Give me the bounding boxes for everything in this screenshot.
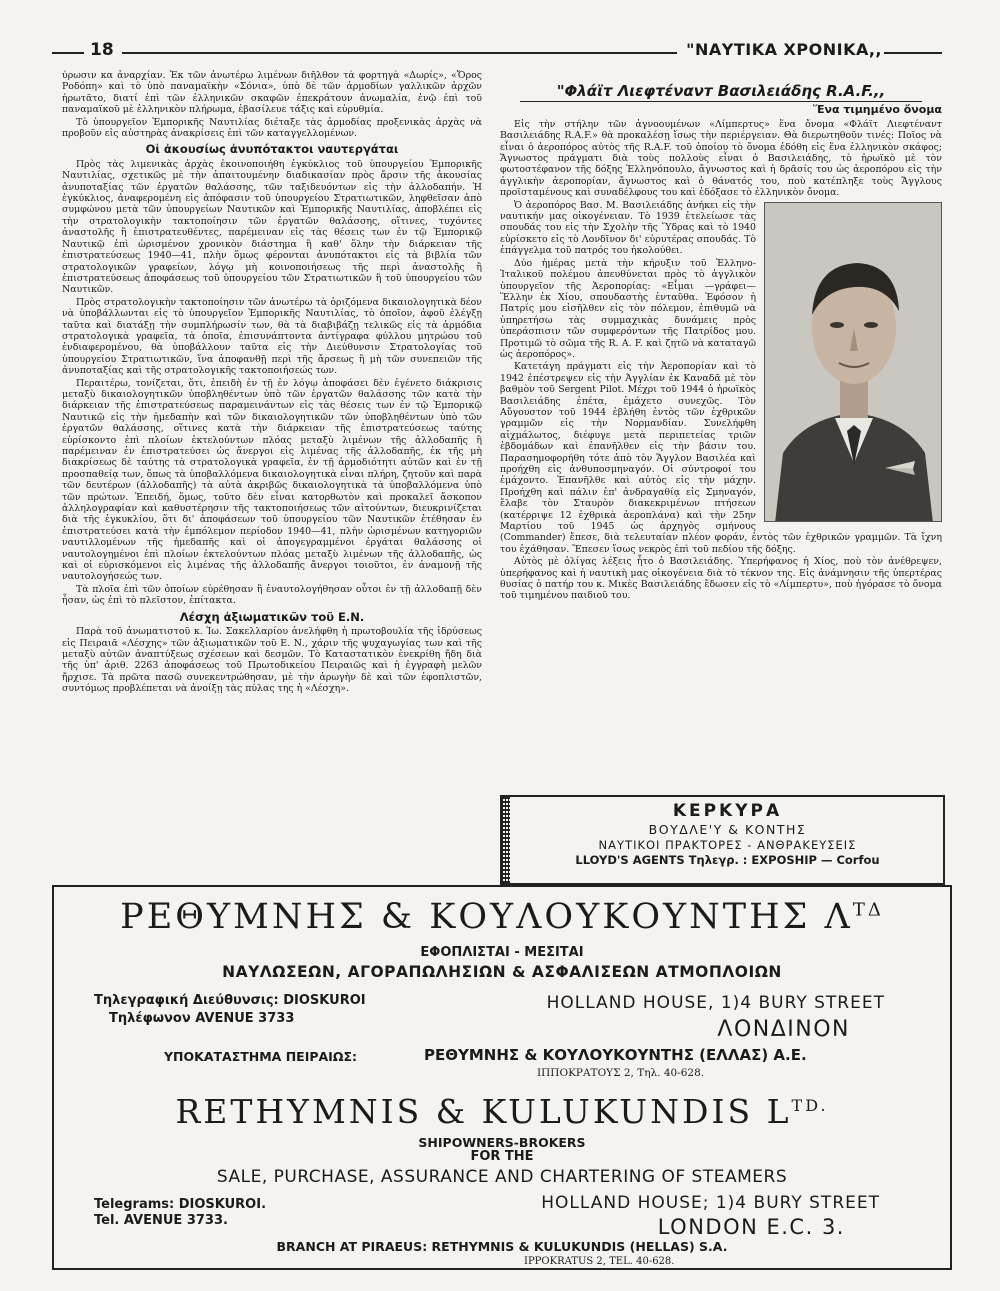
greek-telegraph: Τηλεγραφική Διεύθυνσις: DIOSKUROI <box>94 993 366 1008</box>
header-rule-left <box>52 52 84 54</box>
english-telegrams: Telegrams: DIOSKUROI. <box>94 1197 267 1212</box>
english-branch: BRANCH AT PIRAEUS: RETHYMNIS & KULUKUNDIS (HELLAS) S.A. <box>276 1239 728 1254</box>
english-address: HOLLAND HOUSE; 1)4 BURY STREET <box>541 1193 880 1213</box>
article-paragraph: Κατετάγη πράγματι εἰς τὴν Ἀεροπορίαν καὶ τὸ 1942 ἐπέστρεψεν εἰς τὴν Ἀγγλίαν ἐκ Καναδᾶ μὲ τὸν βαθμὸν τοῦ Sergent Pilot. Μέχρι τοῦ 1944 ὁ ἡρωϊκὸς Βασιλειάδης ἐπέτα, ἐμάχετο συνεχῶς. Τὸν Αὔγουστον τοῦ 1944 ἐβλήθη ἐντὸς τῶν ἐχθρικῶν γραμμῶν εἰς τὴν Νορμανδίαν. Συνελήφθη αἰχμάλωτος, διέφυγε μετὰ περιπετείας τριῶν ἑβδομάδων καὶ ἐπανῆλθεν εἰς τὴν βάσιν του. Παρασημοφορήθη τότε ἀπὸ τὸν Ἄγγλον Βασιλέα καὶ προήχθη εἰς ἀνθυποσμηναγόν. Οἱ σύντροφοί του ἐμάχοντο. Ἐπανῆλθε καὶ αὐτὸς εἰς τὴν μάχην. Προήχθη καὶ πάλιν ἐπ' ἀνδραγαθίᾳ εἰς Σμηναγόν, ἔλαβε τὸν Σταυρὸν διακεκριμένων πτήσεων (κατέρριψε 12 ἐχθρικὰ ἀεροπλάνα) καὶ τὴν 25ην Μαρτίου τοῦ 1945 ὡς ἀρχηγὸς σμήνους (Commander) ἔπεσε, διὰ τελευταίαν πλέον φοράν, ἐντὸς τῶν ἐχθρικῶν γραμμῶν. Τὰ ἴχνη του ἐχάθησαν. Ἔπεσεν ἴσως νεκρὸς ἐπὶ τοῦ πεδίου τῆς δόξης. <box>500 361 942 555</box>
article-title-rule <box>520 101 922 102</box>
section-paragraph: Πρὸς στρατολογικὴν τακτοποίησιν τῶν ἀνωτέρω τὰ ὁριζόμενα δικαιολογητικὰ δέον νὰ ὑποβάλλωνται εἰς τὸ ὑπουργεῖον Ἐμπορικῆς Ναυτιλίας, τὸ ὁποῖον, ἀφοῦ ἐλέγξῃ ταῦτα καὶ διατάξῃ τὴν συμπλήρωσίν των, θὰ τὰ διαβιβάζῃ τελικῶς εἰς τὰ ἁρμόδια στρατολογικὰ γραφεῖα, τὰ ὁποῖα, ἐπισυνάπτοντα ἀντίγραφα φύλλου μητρώου τοῦ ἐνδιαφερομένου, θὰ ὑποβάλλουν ταῦτα εἰς τὴν Διεύθυνσιν Στρατολογίας τοῦ ὑπουργείου Στρατιωτικῶν, ἵνα ἀποφανθῇ περὶ τῆς ἄρσεως ἢ μὴ τῶν συνεπειῶν τῆς ἀνυποταξίας καὶ τῆς στρατολογικῆς τακτοποιήσεώς των. <box>62 296 482 377</box>
article-paragraph: Ὁ ἀεροπόρος Βασ. Μ. Βασιλειάδης ἀνήκει εἰς τὴν ναυτικήν μας οἰκογένειαν. Τὸ 1939 ἐτελείωσε τὰς σπουδάς του εἰς τὴν Σχολὴν τῆς Ὕδρας καὶ τὸ 1940 εὑρίσκετο εἰς τὸ Λονδῖνον δι' εὐρυτέρας σπουδάς. Τὸ ἐπάγγελμα τοῦ πατρός του ἠκολούθει. <box>500 199 756 257</box>
english-company-name <box>54 1092 950 1131</box>
kerkyra-name: ΚΕΡΚΥΡΑ <box>672 801 783 821</box>
section-paragraph: Πρὸς τὰς λιμενικὰς ἀρχὰς ἐκοινοποιήθη ἐγκύκλιος τοῦ ὑπουργείου Ἐμπορικῆς Ναυτιλίας, σχετικῶς μὲ τὴν ἀπαιτουμένην διαδικασίαν πρὸς ἄρσιν τῆς ἀκουσίας ἀνυποταξίας τῶν ἐργατῶν θαλάσσης, τῶν ταξιδευόντων εἰς τὴν ἀλλοδαπήν. Ἡ ἐγκύκλιος, ἀναφερομένη εἰς ἀπόφασιν τοῦ ὑπουργείου Στρατιωτικῶν, ληφθεῖσαν ἀπὸ συμφώνου μετὰ τῶν ὑπουργείων Ναυτικῶν καὶ Ἐμπορικῆς Ναυτιλίας, ἀποβλέπει εἰς τὴν στρατολογικὴν τακτοποίησιν τῶν ἐργατῶν θαλάσσης, οἵτινες, τυχόντες ἀναστολῆς ἢ ἐπιστρατευθέντες, παρέμειναν εἰς τὰς θέσεις των ἐν τῷ Ἐμπορικῷ Ναυτικῷ ἐπὶ ὡρισμένον χρονικὸν διάστημα ἢ καθ' ὅλην τὴν διάρκειαν τῆς ἐπιστρατεύσεως 1940—41, πλὴν ὅμως φέρονται ἀνυπότακτοι εἰς τὰ βιβλία τῶν στρατολογικῶν γραφείων, λόγῳ μὴ κοινοποιήσεως τῆς περὶ ἀναστολῆς ἢ ἐπιστρατεύσεως ἀποφάσεως τοῦ ὑπουργείου τῶν Στρατιωτικῶν ἢ τοῦ ὑπουργείου τῶν Ναυτικῶν. <box>62 158 482 296</box>
left-column <box>62 70 482 810</box>
english-subtitle-2: FOR THE <box>470 1149 534 1164</box>
greek-subtitle-1: ΕΦΟΠΛΙΣΤΑΙ - ΜΕΣΙΤΑΙ <box>420 945 584 960</box>
greek-branch-address: ΙΠΠΟΚΡΑΤΟΥΣ 2, Τηλ. 40-628. <box>537 1067 705 1079</box>
kerkyra-lloyds: LLOYD'S AGENTS Τηλεγρ. : EXPOSHIP — Corfou <box>575 853 880 867</box>
english-company-name-sup: TD. <box>791 1096 829 1115</box>
portrait-photo-frame <box>764 202 942 522</box>
ad-decorative-bar <box>502 797 510 883</box>
greek-city: ΛΟΝΔΙΝΟΝ <box>717 1017 850 1042</box>
section-title-unregistered-seamen: Οἱ ἀκουσίως ἀνυπότακτοι ναυτεργάται <box>145 142 399 157</box>
header-rule-middle <box>122 52 677 54</box>
kerkyra-services: ΝΑΥΤΙΚΟΙ ΠΡΑΚΤΟΡΕΣ - ΑΝΘΡΑΚΕΥΣΕΙΣ <box>598 838 857 852</box>
english-company-name-text: RETHYMNIS & KULUKUNDIS L <box>175 1092 792 1131</box>
section-paragraph: Παρὰ τοῦ ἀνωματιστοῦ κ. Ἰω. Σακελλαρίου ἀνελήφθη ἡ πρωτοβουλία τῆς ἱδρύσεως εἰς Πειραιᾶ «Λέσχης» τῶν ἀξιωματικῶν τοῦ Ε. Ν., χάριν τῆς ψυχαγωγίας των καὶ τῆς μεταξὺ αὐτῶν ἀναπτύξεως σχέσεων καὶ δεσμῶν. Τὸ Καταστατικὸν ἐνεκρίθη ἤδη διὰ τῆς ὑπ' ἀριθ. 2263 ἀποφάσεως τοῦ Πρωτοδικείου Πειραιῶς καὶ ἡ ἐγγραφὴ μελῶν ἤρχισε. Τὰ πρῶτα πασῶ συνεκεντρώθησαν, μὲ τὴν ἀρωγὴν δὲ καὶ τῶν ἐφοπλιστῶν, συντόμως προβλέπεται νὰ ἀνοίξῃ τὰς πύλας της ἡ «Λέσχη». <box>62 626 482 695</box>
page-number: 18 <box>90 40 114 60</box>
greek-company-name-text: ΡΕΘΥΜΝΗΣ & ΚΟΥΛΟΥΚΟΥΝΤΗΣ Λ <box>120 897 853 937</box>
kerkyra-partners: ΒΟΥΔΛΕ'Υ & ΚΟΝΤΗΣ <box>648 822 807 837</box>
english-subtitle-3: SALE, PURCHASE, ASSURANCE AND CHARTERING OF STEAMERS <box>216 1167 788 1187</box>
portrait-illustration <box>765 203 942 522</box>
greek-phone: Τηλέφωνον AVENUE 3733 <box>109 1011 295 1026</box>
kerkyra-advertisement <box>500 795 945 885</box>
right-column <box>500 70 942 790</box>
intro-paragraph: ύρωσιν κα ἀναρχίαν. Ἐκ τῶν ἀνωτέρω λιμένων διῆλθον τὰ φορτηγὰ «Δωρίς», «Ὄρος Ροδόπη» καὶ τὸ ὑπὸ παναμαϊκὴν «Σόνια», ὑπὸ δὲ τῶν ἁρμοδίων γαλλικῶν ἀρχῶν ἠρωτᾶτο, διατί ἐπὶ τῶν ἑλληνικῶν σκαφῶν ἐπεκράτουν ἀνωμαλία, ἐνῷ ἐπὶ τοῦ παναμαϊκοῦ μὲ ἑλληνικὸν πλήρωμα, ἐβασίλευε τάξις καὶ εὐρυθμία. <box>62 70 482 116</box>
publication-title: "ΝΑΥΤΙΚΑ ΧΡΟΝΙΚΑ,, <box>686 40 882 59</box>
greek-company-name-sup: ΤΔ <box>852 899 884 921</box>
english-city: LONDON E.C. 3. <box>657 1215 845 1239</box>
greek-branch-name: ΡΕΘΥΜΝΗΣ & ΚΟΥΛΟΥΚΟΥΝΤΗΣ (ΕΛΛΑΣ) Α.Ε. <box>424 1046 807 1064</box>
rethymnis-kulukundis-advertisement <box>52 885 952 1270</box>
article-paragraph: Εἰς τὴν στήλην τῶν ἀγνοουμένων «Λίμπερτυς» ἕνα ὄνομα «Φλάϊτ Λιεφτένανт Βασιλειάδης R.A.F.» θὰ προκαλέσῃ ἴσως τὴν περιέργειαν. Θὰ διερωτηθοῦν τινές: Ποῖος νὰ εἶναι ὁ ἀεροπόρος αὐτὸς τῆς R.A.F. τοῦ ὁποίου τὸ ὄνομα ἐδόθη εἰς ἕνα ἑλληνικὸν σκάφος; Ἄγνωστος πράγματι διὰ τοὺς πολλοὺς εἶναι ὁ Βασιλειάδης, τὸ ἡρωϊκὸ μὲ τὸν φωτοστέφανον τῆς δόξης Ἑλληνόπουλο, ἄγνωστος καὶ ἡ δρᾶσίς του ὡς ἀεροπόρου εἰς τὴν ἀγγλικὴν ἀεροπορίαν, ἄγνωστος καὶ ὁ θάνατός του, ποὺ κατέπληξε τοὺς Ἄγγλους προϊσταμένους καὶ συναδέλφους του καὶ ἐδόξασε τὸ ἑλληνικὸν ὄνομα. <box>500 118 942 199</box>
greek-company-name <box>54 897 950 937</box>
article-paragraph: Δύο ἡμέρας μετὰ τὴν κήρυξιν τοῦ Ἑλληνο-Ἰταλικοῦ πολέμου ἀπευθύνεται πρὸς τὸ ἀγγλικὸν ὑπουργεῖον τῆς Ἀεροπορίας: «Εἶμαι —γράφει— Ἕλλην ἐκ Χίου, σπουδαστὴς ἐνταῦθα. Ἐφόσον ἡ Πατρίς μου εἰσῆλθεν εἰς τὸν πόλεμον, ἐπιθυμῶ νὰ ὑπηρετήσω τὰς συμμαχικὰς δυνάμεις πρὸς ὑπεράσπισιν τῶν συμφερόντων τῆς Πατρίδος μου. Προτιμῶ τὸ σῶμα τῆς R. A. F. καὶ ζητῶ νὰ καταταγῶ ὡς ἀεροπόρος». <box>500 257 756 360</box>
article-paragraph: Αὐτὸς μὲ ὀλίγας λέξεις ἦτο ὁ Βασιλειάδης. Ὑπερήφανος ἡ Χίος, ποὺ τὸν ἀνέθρεψεν, ὑπερήφανος καὶ ἡ ναυτικὴ μας οἰκογένεια διὰ τὸ τέκνον της. Εἰς ἀνάμνησιν τῆς ὑπερτέρας θυσίας ὁ πατήρ του κ. Μικὲς Βασιλειάδης ἔδωσεν εἰς τὸ «Λίμπερτυ», ποὺ ἠγόρασε τὸ ὄνομα τοῦ τιμημένου παιδιοῦ του. <box>500 556 942 602</box>
section-title-officers-club: Λέσχη ἀξιωματικῶν τοῦ Ε.Ν. <box>179 609 365 624</box>
english-phone: Tel. AVENUE 3733. <box>94 1213 228 1228</box>
pilot-portrait-photo <box>764 202 942 522</box>
section-paragraph: Περαιτέρω, τονίζεται, ὅτι, ἐπειδὴ ἐν τῇ ἐν λόγῳ ἀποφάσει δὲν ἐγένετο διάκρισις μεταξὺ δικαιολογητικῶν ὑποβληθέντων ὑπὸ τῶν ἐργατῶν θαλάσσης τῶν κατὰ τὴν διάρκειαν τῆς ἐπιστρατεύσεως παραμεινάντων εἰς τὰς θέσεις των ἐν τῷ Ἐμπορικῷ Ναυτικῷ εἰς τὴν ἡμεδαπὴν καὶ τῶν δικαιολογητικῶν τῶν ὑποβληθέντων ὑπὸ τῶν ἐργατῶν θαλάσσης, οἵτινες κατὰ τὴν διάρκειαν τῆς ἐπιστρατεύσεως ταύτης εὑρίσκοντο ἐπὶ πλοίων ἐκτελούντων πλόας μεταξὺ λιμένων τῆς ἀλλοδαπῆς ἢ παρέμειναν ἐν ἐπιστρατεύσει ὡς ἄνεργοι εἰς λιμένας τῆς ἀλλοδαπῆς, ἐκ τῆς μὴ διακρίσεως δὲ ταύτης τὰ στρατολογικὰ γραφεῖα, ἐν τῇ ἁρμοδιότητι αὐτῶν καὶ ἐν τῇ προσπαθείᾳ των, ὅπως τὰ ὑποβαλλόμενα δικαιολογητικὰ εἶναι πλήρη, ζητοῦν καὶ παρὰ τῶν δευτέρων (ἀλλοδαπῆς) τὰ αὐτὰ ἀκριβῶς δικαιολογητικὰ τὰ ὑποβαλλόμενα ὑπὸ τῶν πρώτων. Ἐπειδή, ὅμως, τοῦτο δὲν εἶναι κατορθωτὸν καὶ προκαλεῖ ἄσκοπον ἀλληλογραφίαν καὶ καθυστέρησιν τῆς τακτοποιήσεως τῶν αἰτούντων, διευκρινίζεται διὰ τῆς ἐγκυκλίου, ὅτι δι' ἀποφάσεων τοῦ ὑπουργείου τῶν Ναυτικῶν ἐτέθησαν ἐν ἐπιστρατεύσει κατὰ τὴν ἐμπόλεμον περίοδον 1940—41, πλὴν ὡρισμένων κατηγοριῶν ναυτιλλομένων τῆς ἡμεδαπῆς καὶ οἱ ἀπογεγραμμένοι ἐργάται θαλάσσης οἱ ναυτολογημένοι ἐπὶ πλοίων ἐκτελούντων πλόας μεταξὺ λιμένων τῆς ἀλλοδαπῆς, ὡς καὶ οἱ εὑρισκόμενοι εἰς λιμένας τῆς ἀλλοδαπῆς ἄνεργοι τοιοῦτοι, ἐν ἀναμονῇ τῆς ναυτολογήσεώς των. <box>62 377 482 583</box>
article-subtitle: Ἕνα τιμημένο ὄνομα <box>812 103 942 117</box>
english-subtitle-1: SHIPOWNERS-BROKERS <box>418 1135 586 1150</box>
section-paragraph: Τὰ πλοῖα ἐπὶ τῶν ὁποίων εὑρέθησαν ἢ ἐναυτολογήθησαν οὗτοι ἐν τῇ ἀλλοδαπῇ δὲν ἦσαν, ὡς ἐπὶ τὸ πλεῖστον, ἐπίτακτα. <box>62 583 482 607</box>
header-rule-right <box>884 52 942 54</box>
english-branch-address: IPPOKRATUS 2, TEL. 40-628. <box>524 1256 675 1267</box>
page-header <box>52 40 942 62</box>
greek-address: HOLLAND HOUSE, 1)4 BURY STREET <box>546 993 885 1013</box>
article-title: "Φλάϊτ Λιεφτένανт Βασιλειάδης R.A.F.,, <box>556 82 886 100</box>
greek-branch-label: ΥΠΟΚΑΤΑΣΤΗΜΑ ΠΕΙΡΑΙΩΣ: <box>164 1049 357 1064</box>
intro-paragraph: Τὸ ὑπουργεῖον Ἐμπορικῆς Ναυτιλίας διέταξε τὰς ἁρμοδίας προξενικὰς ἀρχὰς νὰ προβοῦν εἰς αὐστηρὰς ἀνακρίσεις ἐπὶ τῶν καταγγελλομένων. <box>62 116 482 140</box>
greek-subtitle-2: ΝΑΥΛΩΣΕΩΝ, ΑΓΟΡΑΠΩΛΗΣΙΩΝ & ΑΣΦΑΛΙΣΕΩΝ ΑΤΜΟΠΛΟΙΩΝ <box>222 963 782 981</box>
